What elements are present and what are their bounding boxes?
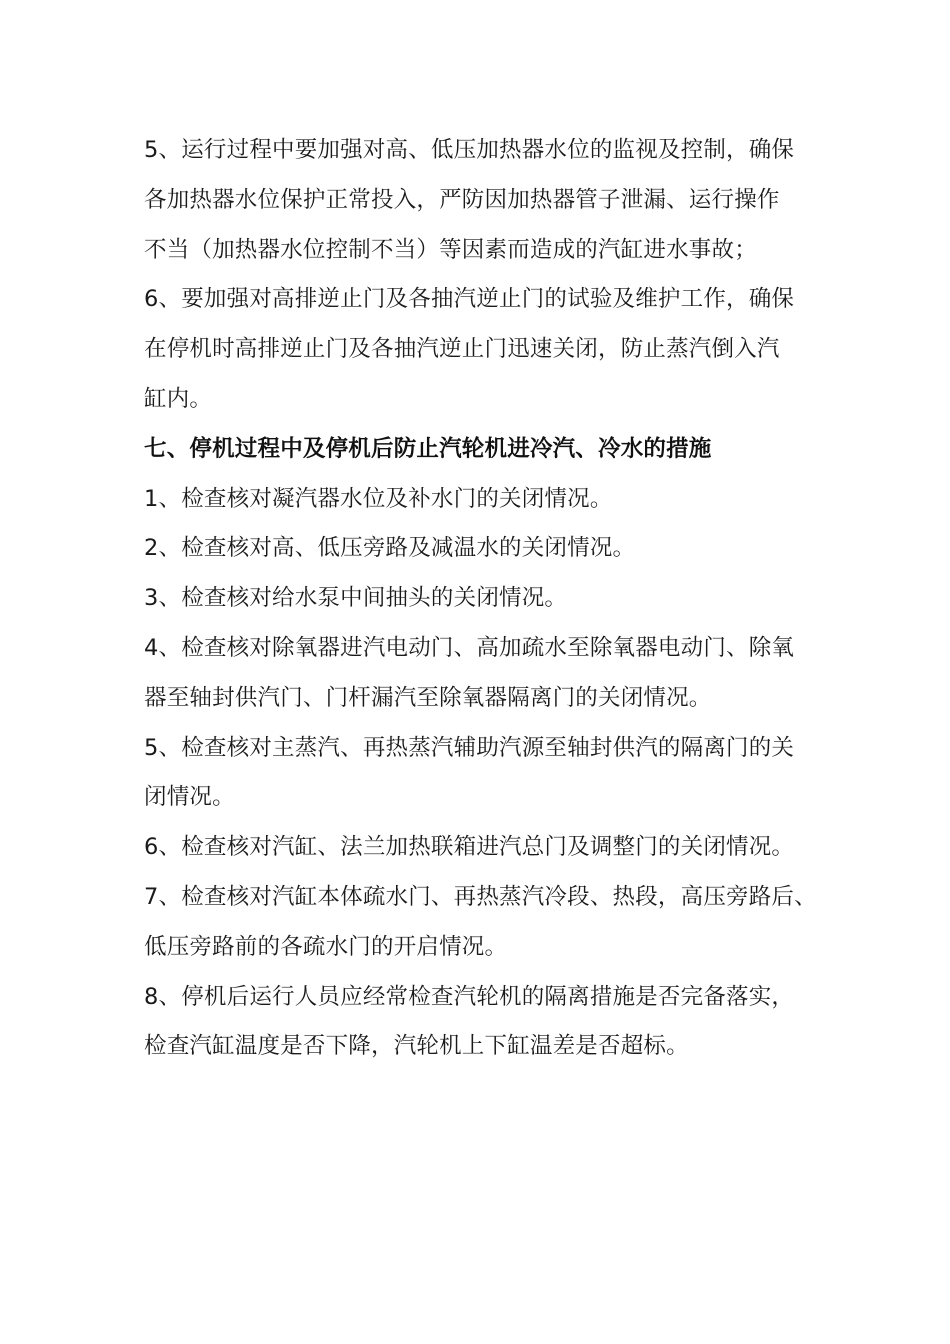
text-line-5: 在停机时高排逆止门及各抽汽逆止门迅速关闭，防止蒸汽倒入汽 [144, 336, 780, 363]
text-line-14: 闭情况。 [144, 784, 235, 811]
text-line-19: 检查汽缸温度是否下降，汽轮机上下缸温差是否超标。 [144, 1033, 689, 1060]
document-body [144, 126, 824, 1072]
text-line-2: 各加热器水位保护正常投入，严防因加热器管子泄漏、运行操作 [144, 186, 780, 213]
text-line-12: 器至轴封供汽门、门杆漏汽至除氧器隔离门的关闭情况。 [144, 684, 712, 711]
text-line-16: 7、检查核对汽缸本体疏水门、再热蒸汽冷段、热段，高压旁路后、 [144, 883, 817, 910]
text-line-3: 不当（加热器水位控制不当）等因素而造成的汽缸进水事故； [144, 236, 757, 263]
section-heading: 七、停机过程中及停机后防止汽轮机进冷汽、冷水的措施 [144, 435, 712, 462]
text-line-10: 3、检查核对给水泵中间抽头的关闭情况。 [144, 585, 568, 612]
text-line-17: 低压旁路前的各疏水门的开启情况。 [144, 933, 508, 960]
text-line-13: 5、检查核对主蒸汽、再热蒸汽辅助汽源至轴封供汽的隔离门的关 [144, 734, 795, 761]
text-line-11: 4、检查核对除氧器进汽电动门、高加疏水至除氧器电动门、除氧 [144, 634, 795, 661]
text-line-9: 2、检查核对高、低压旁路及减温水的关闭情况。 [144, 535, 636, 562]
text-line-15: 6、检查核对汽缸、法兰加热联箱进汽总门及调整门的关闭情况。 [144, 834, 795, 861]
text-line-6: 缸内。 [144, 385, 213, 412]
text-line-4: 6、要加强对高排逆止门及各抽汽逆止门的试验及维护工作，确保 [144, 286, 795, 313]
text-line-8: 1、检查核对凝汽器水位及补水门的关闭情况。 [144, 485, 613, 512]
text-line-1: 5、运行过程中要加强对高、低压加热器水位的监视及控制，确保 [144, 137, 795, 163]
text-line-18: 8、停机后运行人员应经常检查汽轮机的隔离措施是否完备落实， [144, 983, 795, 1010]
